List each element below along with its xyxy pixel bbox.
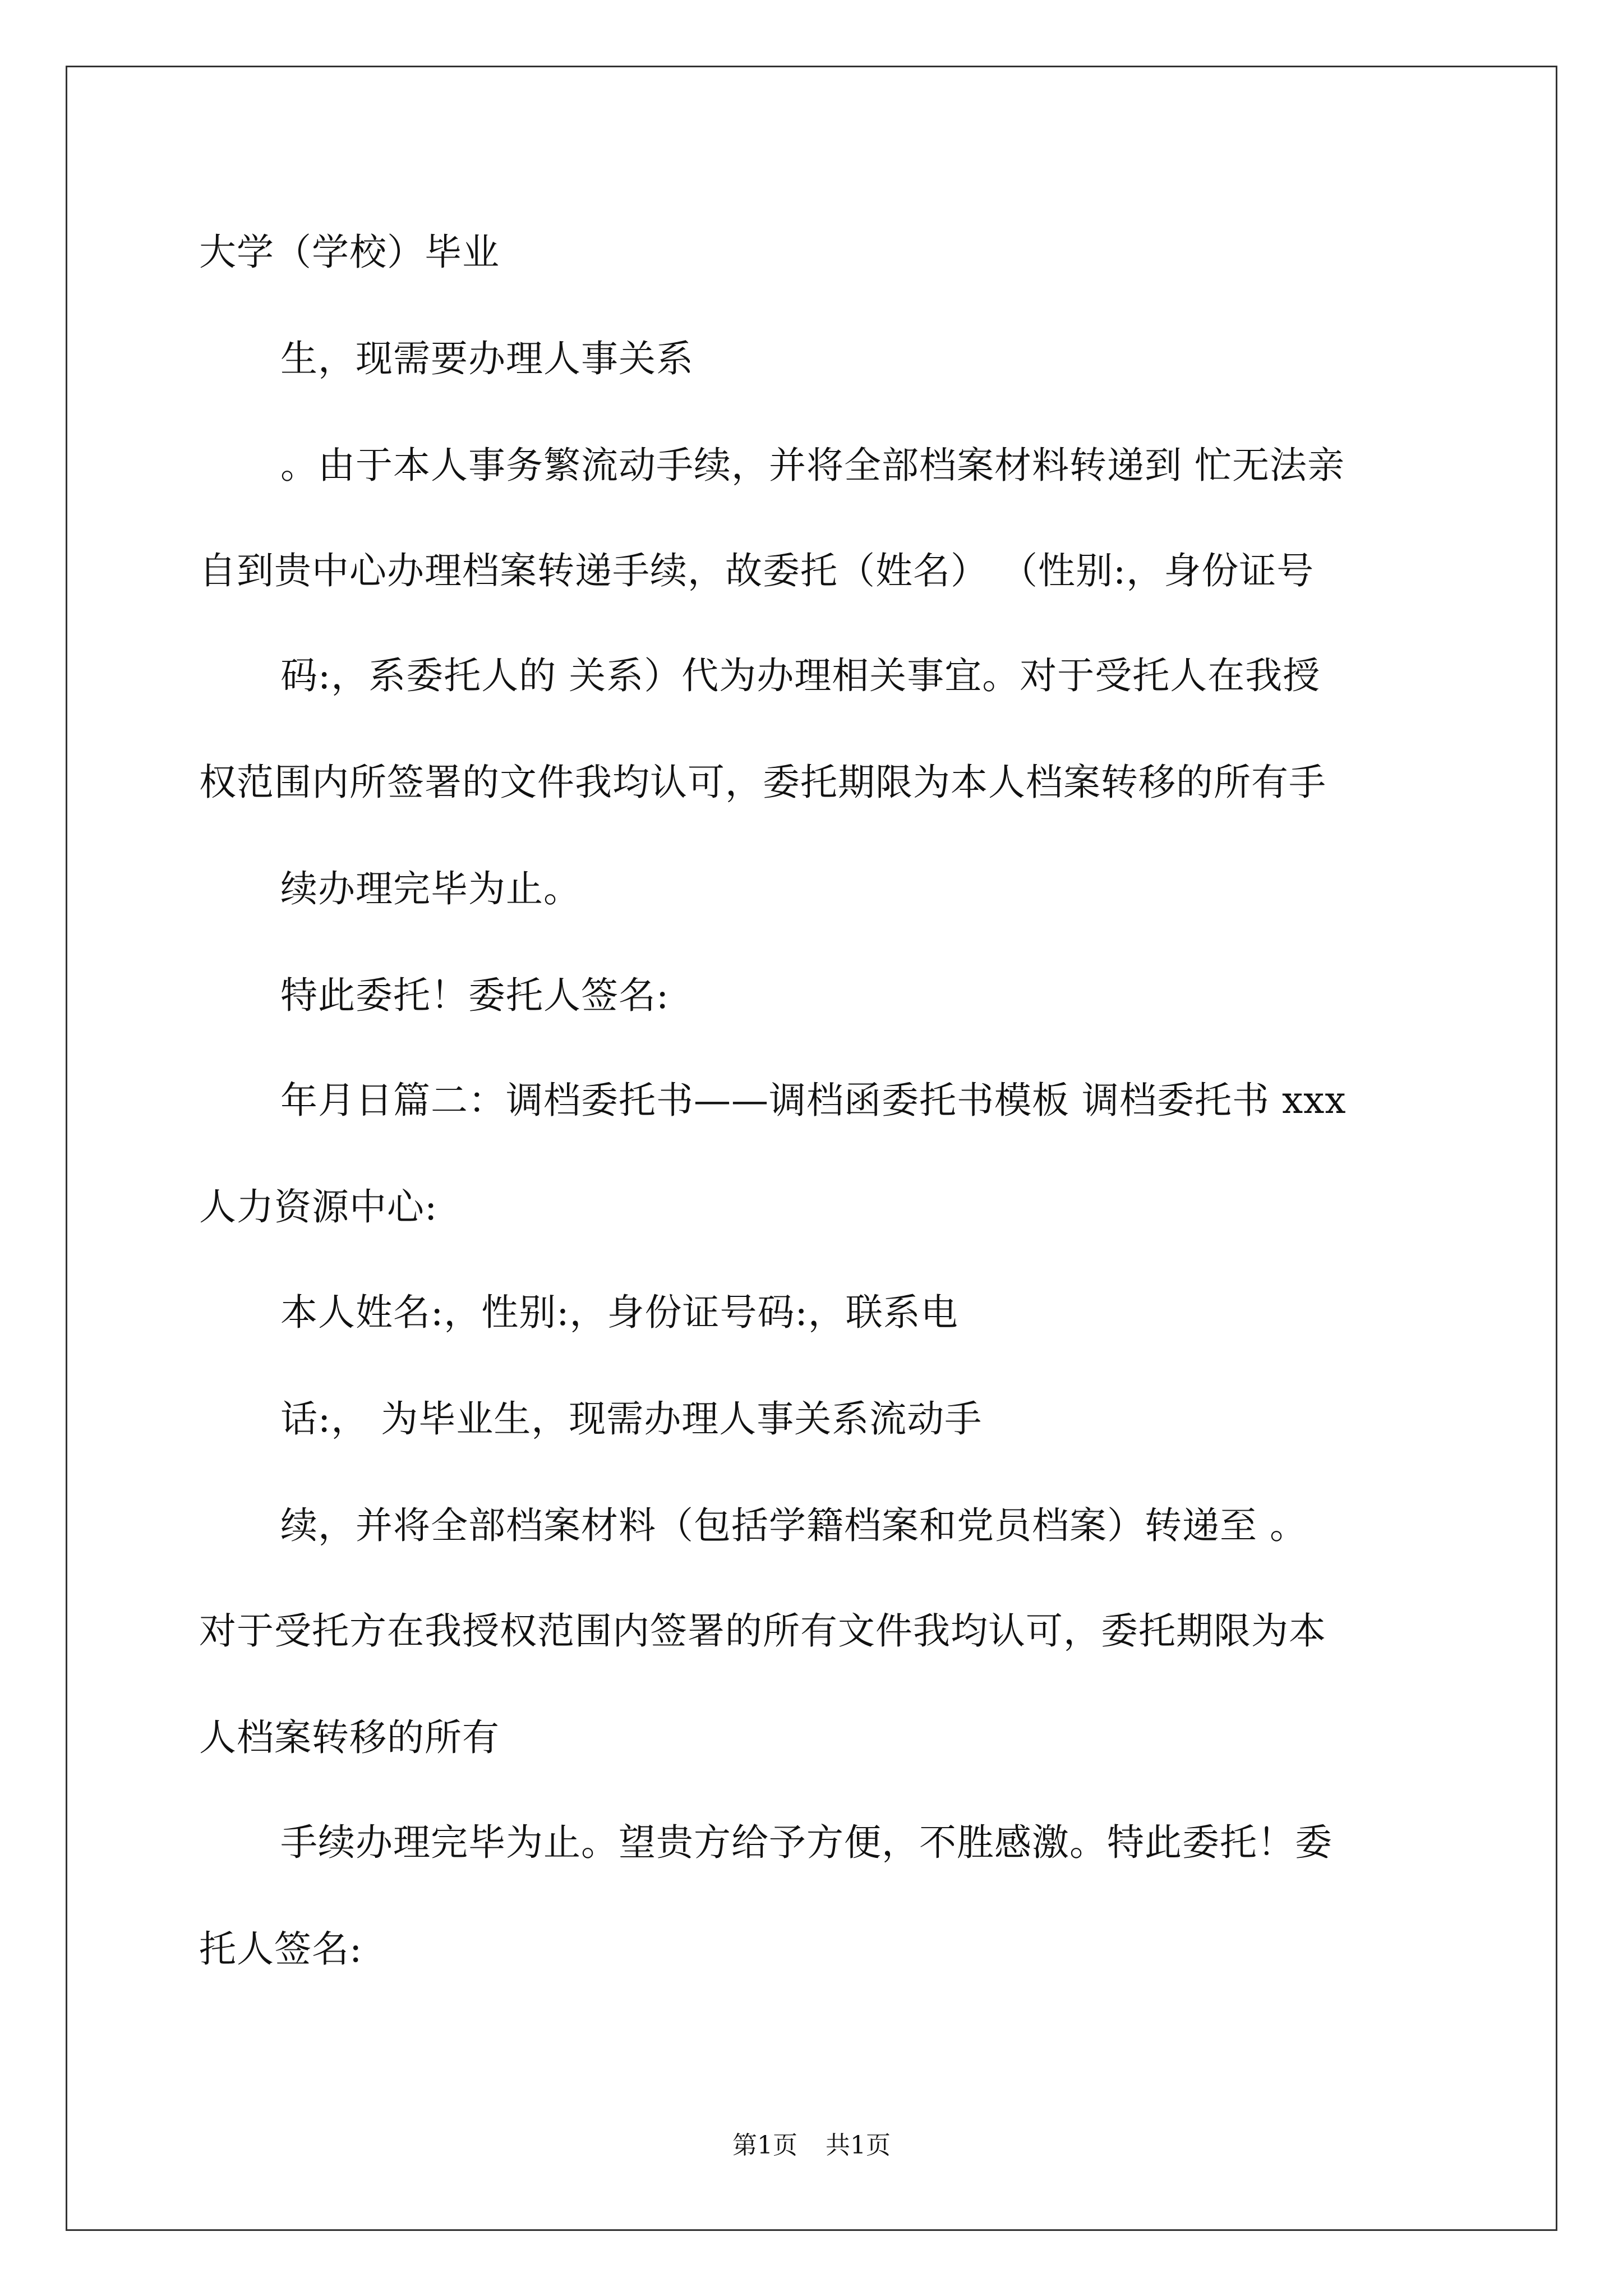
text-line-2: 生，现需要办理人事关系: [280, 337, 694, 380]
text-line-16: 手续办理完毕为止。望贵方给予方便，不胜感激。特此委托！委: [280, 1821, 1332, 1864]
text-line-5: 码:，系委托人的 关系）代为办理相关事宜。对于受托人在我授: [280, 654, 1321, 697]
text-line-8: 特此委托！委托人签名:: [280, 974, 670, 1017]
text-line-7: 续办理完毕为止。: [280, 867, 581, 910]
page-border: [66, 66, 1557, 2231]
text-line-14: 对于受托方在我授权范围内签署的所有文件我均认可，委托期限为本: [199, 1609, 1326, 1653]
page-total: 共1页: [826, 2131, 891, 2160]
text-line-13: 续，并将全部档案材料（包括学籍档案和党员档案）转递至 。: [280, 1504, 1307, 1547]
text-line-3: 。由于本人事务繁流动手续，并将全部档案材料转递到 忙无法亲: [280, 444, 1345, 487]
text-line-6: 权范围内所签署的文件我均认可，委托期限为本人档案转移的所有手: [199, 761, 1326, 804]
text-line-10: 人力资源中心:: [199, 1185, 438, 1228]
text-line-17: 托人签名:: [199, 1927, 363, 1971]
page-number: 第1页: [732, 2131, 797, 2160]
text-line-15: 人档案转移的所有: [199, 1716, 500, 1759]
text-line-9: 年月日篇二：调档委托书——调档函委托书模板 调档委托书 xxx: [280, 1079, 1347, 1122]
text-line-12: 话:， 为毕业生，现需办理人事关系流动手: [280, 1397, 983, 1441]
text-line-1: 大学（学校）毕业: [199, 231, 500, 274]
page-footer: [0, 2132, 1623, 2160]
text-line-4: 自到贵中心办理档案转递手续，故委托（姓名） （性别:，身份证号: [199, 549, 1315, 592]
text-line-11: 本人姓名:，性别:，身份证号码:，联系电: [280, 1291, 958, 1334]
